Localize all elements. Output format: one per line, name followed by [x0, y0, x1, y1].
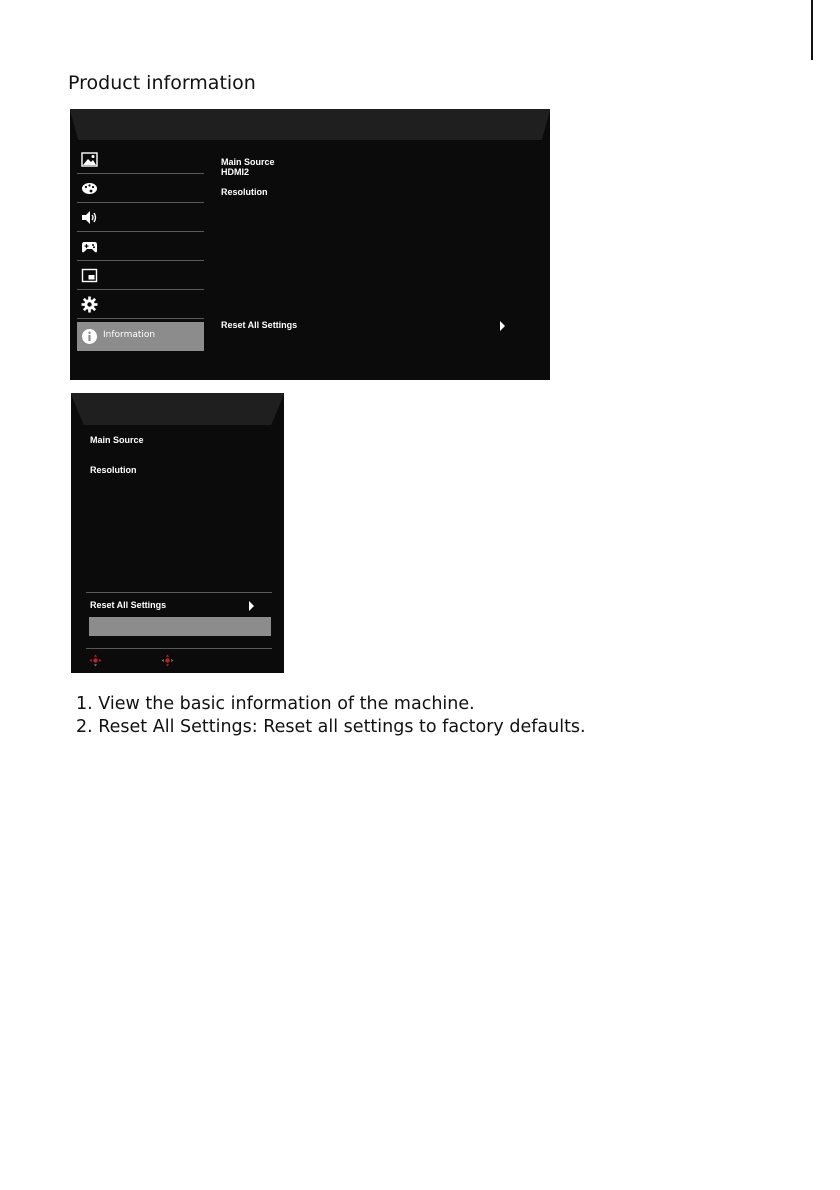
osd-sidebar [77, 146, 204, 352]
navigation-joystick-icon [161, 654, 174, 667]
speaker-icon [81, 209, 98, 226]
pip-icon [81, 267, 98, 284]
resolution-label: Resolution [90, 465, 137, 475]
sidebar-item-information[interactable] [77, 322, 204, 351]
resolution-label: Resolution [221, 187, 268, 197]
instruction-item [76, 717, 586, 740]
page-title: Product information [68, 72, 256, 94]
main-source-label: Main Source [221, 157, 275, 167]
main-source-info [221, 157, 275, 177]
instruction-number: 2. [76, 717, 93, 737]
sidebar-item-pip[interactable] [77, 262, 204, 290]
reset-all-settings-item[interactable]: Reset All Settings [221, 320, 298, 330]
divider [86, 592, 272, 593]
gamepad-icon [81, 238, 98, 255]
sidebar-item-label: Information [103, 329, 156, 340]
sidebar-item-gaming[interactable] [77, 233, 204, 261]
chevron-right-icon [249, 601, 254, 611]
navigation-joystick-icon [89, 654, 102, 667]
chevron-right-icon [500, 321, 505, 331]
osd-secondary-menu [71, 393, 284, 673]
sidebar-item-color[interactable] [77, 175, 204, 203]
instruction-list [76, 694, 586, 740]
osd-main-menu [70, 109, 550, 380]
main-source-label: Main Source [90, 435, 144, 445]
sidebar-item-picture[interactable] [77, 146, 204, 174]
main-source-value: HDMI2 [221, 167, 250, 177]
selection-highlight [89, 617, 271, 636]
osd-header-bar [70, 109, 550, 140]
divider [86, 648, 272, 649]
osd-header-bar [71, 393, 284, 425]
page-margin-line [811, 0, 813, 60]
reset-all-settings-item[interactable]: Reset All Settings [90, 600, 167, 610]
picture-icon [81, 151, 98, 168]
color-palette-icon [81, 180, 98, 197]
instruction-text: Reset All Settings: Reset all settings to factory defaults. [98, 717, 586, 737]
sidebar-item-system[interactable] [77, 291, 204, 319]
instruction-number: 1. [76, 694, 93, 714]
info-icon [81, 328, 98, 345]
instruction-item [76, 694, 586, 717]
instruction-text: View the basic information of the machine. [98, 694, 475, 714]
sidebar-item-audio[interactable] [77, 204, 204, 232]
gear-icon [81, 296, 98, 313]
